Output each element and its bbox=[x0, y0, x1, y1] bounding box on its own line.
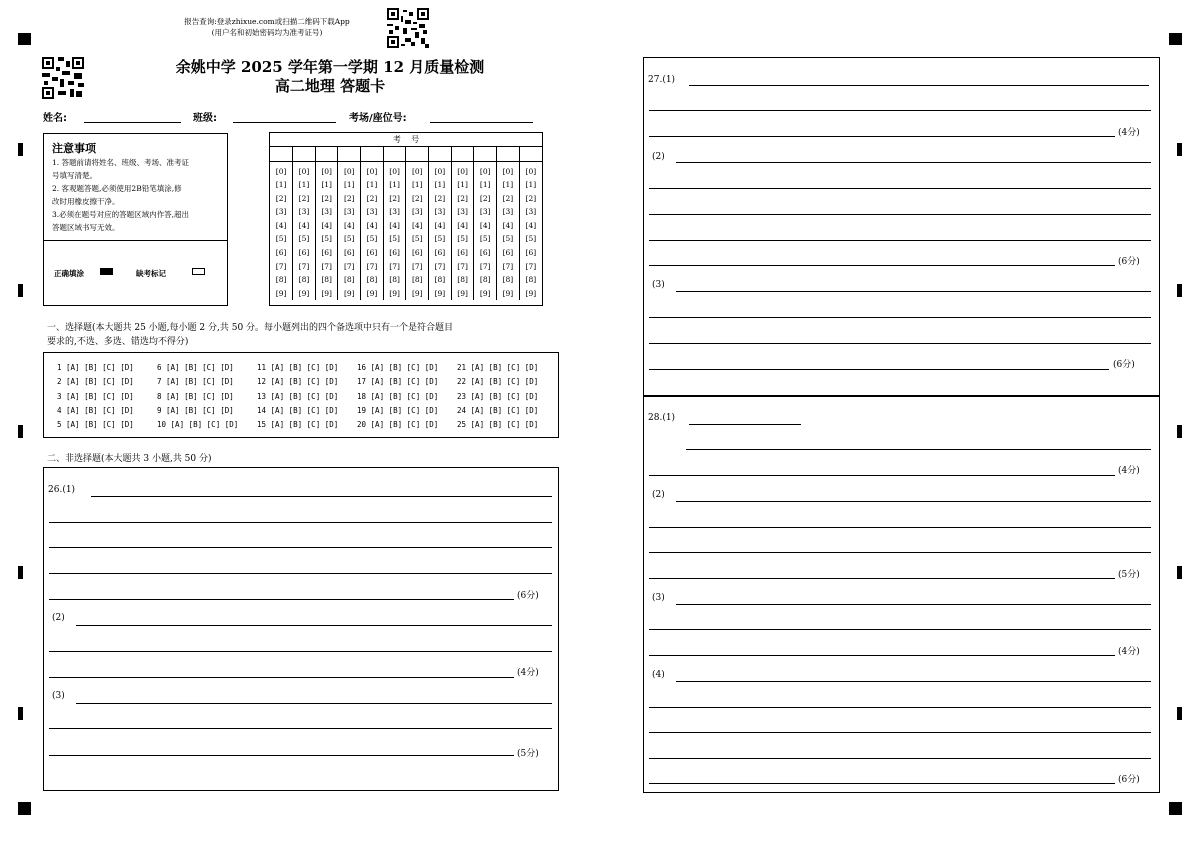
notice-box bbox=[43, 133, 228, 306]
timing-mark bbox=[18, 284, 23, 297]
answer-line[interactable] bbox=[49, 599, 514, 600]
choice-item[interactable]: 1 [A] [B] [C] [D] bbox=[57, 363, 134, 372]
timing-mark bbox=[18, 566, 23, 579]
registration-mark bbox=[1169, 802, 1182, 815]
correct-fill-sample bbox=[100, 268, 113, 275]
class-label: 班级: bbox=[193, 113, 217, 124]
exam-id-column[interactable]: [0] [1] [2] [3] [4] [5] [6] [7] [8] [9] bbox=[451, 161, 474, 300]
choice-item[interactable]: 10 [A] [B] [C] [D] bbox=[157, 420, 239, 430]
qr-code-icon bbox=[42, 57, 84, 99]
choice-item[interactable]: 7 [A] [B] [C] [D] bbox=[157, 377, 234, 387]
exam-id-write-cell[interactable] bbox=[270, 147, 293, 161]
exam-id-column[interactable]: [0] [1] [2] [3] [4] [5] [6] [7] [8] [9] bbox=[429, 161, 452, 300]
q27-part2-score: (6分) bbox=[1118, 257, 1140, 267]
answer-line[interactable] bbox=[676, 681, 1151, 682]
q28-part4-label: (4) bbox=[652, 670, 665, 680]
answer-line[interactable] bbox=[649, 552, 1151, 553]
answer-line[interactable] bbox=[649, 317, 1151, 318]
choice-item[interactable]: 6 [A] [B] [C] [D] bbox=[157, 363, 234, 372]
exam-id-title: 考 号 bbox=[270, 133, 542, 147]
notice-item: 答题区域书写无效。 bbox=[52, 223, 120, 232]
answer-line[interactable] bbox=[689, 424, 801, 425]
exam-id-write-cell[interactable] bbox=[451, 147, 474, 161]
timing-mark bbox=[1177, 707, 1182, 720]
registration-mark bbox=[18, 33, 31, 45]
seat-label: 考场/座位号: bbox=[349, 113, 407, 124]
q26-answer-box bbox=[43, 467, 559, 791]
choice-item[interactable]: 25 [A] [B] [C] [D] bbox=[457, 420, 539, 430]
choice-item[interactable]: 13 [A] [B] [C] [D] bbox=[257, 391, 339, 401]
choice-item[interactable]: 14 [A] [B] [C] [D] bbox=[257, 405, 339, 415]
answer-line[interactable] bbox=[676, 162, 1151, 163]
exam-id-column[interactable]: [0] [1] [2] [3] [4] [5] [6] [7] [8] [9] bbox=[383, 161, 406, 300]
registration-mark bbox=[18, 802, 31, 815]
qr-code-icon bbox=[387, 8, 429, 48]
exam-id-write-cell[interactable] bbox=[361, 147, 384, 161]
seat-input-line[interactable] bbox=[430, 122, 533, 123]
q27-answer-box bbox=[643, 57, 1160, 396]
name-input-line[interactable] bbox=[84, 122, 181, 123]
answer-line[interactable] bbox=[649, 578, 1115, 579]
answer-line[interactable] bbox=[49, 755, 514, 756]
answer-line[interactable] bbox=[76, 703, 552, 704]
answer-line[interactable] bbox=[686, 449, 1151, 450]
answer-line[interactable] bbox=[649, 343, 1151, 344]
exam-id-write-cell[interactable] bbox=[338, 147, 361, 161]
choice-item[interactable]: 3 [A] [B] [C] [D] bbox=[57, 391, 134, 401]
answer-line[interactable] bbox=[649, 265, 1115, 266]
answer-line[interactable] bbox=[649, 110, 1151, 111]
q28-part1-score: (4分) bbox=[1118, 466, 1140, 476]
q28-part2-score: (5分) bbox=[1118, 570, 1140, 580]
answer-line[interactable] bbox=[676, 291, 1151, 292]
notice-divider bbox=[44, 240, 227, 241]
choice-item[interactable]: 4 [A] [B] [C] [D] bbox=[57, 405, 134, 415]
q27-part3-label: (3) bbox=[652, 280, 665, 290]
q26-part1-label: 26.(1) bbox=[48, 485, 76, 495]
notice-item: 号填写清楚。 bbox=[52, 171, 97, 180]
answer-line[interactable] bbox=[649, 214, 1151, 215]
answer-line[interactable] bbox=[76, 625, 552, 626]
exam-id-column[interactable]: [0] [1] [2] [3] [4] [5] [6] [7] [8] [9] bbox=[361, 161, 384, 300]
section2-heading: 二、非选择题(本大题共 3 小题,共 50 分) bbox=[47, 454, 212, 464]
report-line2: (用户名和初始密码均为准考证号) bbox=[211, 28, 323, 37]
answer-line[interactable] bbox=[676, 604, 1151, 605]
notice-item: 3.必须在题号对应的答题区域内作答,超出 bbox=[52, 210, 190, 219]
exam-id-write-cell[interactable] bbox=[293, 147, 316, 161]
timing-mark bbox=[1177, 425, 1182, 438]
section1-heading-line2: 要求的,不选、多选、错选均不得分) bbox=[47, 337, 189, 347]
section1-heading bbox=[47, 321, 562, 349]
choice-answer-box bbox=[43, 352, 559, 438]
choice-item[interactable]: 17 [A] [B] [C] [D] bbox=[357, 377, 439, 387]
exam-id-column[interactable]: [0] [1] [2] [3] [4] [5] [6] [7] [8] [9] bbox=[315, 161, 338, 300]
answer-line[interactable] bbox=[649, 758, 1151, 759]
answer-line[interactable] bbox=[49, 651, 552, 652]
exam-id-column[interactable]: [0] [1] [2] [3] [4] [5] [6] [7] [8] [9] bbox=[338, 161, 361, 300]
choice-item[interactable]: 5 [A] [B] [C] [D] bbox=[57, 420, 134, 430]
timing-mark bbox=[18, 143, 23, 156]
choice-item[interactable]: 23 [A] [B] [C] [D] bbox=[457, 391, 539, 401]
exam-id-write-cell[interactable] bbox=[497, 147, 520, 161]
exam-id-column[interactable]: [0] [1] [2] [3] [4] [5] [6] [7] [8] [9] bbox=[474, 161, 497, 300]
q26-part3-label: (3) bbox=[52, 691, 65, 701]
answer-line[interactable] bbox=[689, 85, 1149, 86]
exam-id-column[interactable]: [0] [1] [2] [3] [4] [5] [6] [7] [8] [9] bbox=[406, 161, 429, 300]
exam-id-write-cell[interactable] bbox=[315, 147, 338, 161]
answer-line[interactable] bbox=[649, 369, 1109, 370]
report-line1: 报告查询:登录zhixue.com或扫描二维码下载App bbox=[184, 17, 350, 26]
absent-mark-box[interactable] bbox=[192, 268, 205, 275]
absent-mark-label: 缺考标记 bbox=[136, 269, 166, 278]
exam-id-write-cell[interactable] bbox=[406, 147, 429, 161]
q28-part3-score: (4分) bbox=[1118, 647, 1140, 657]
choice-item[interactable]: 18 [A] [B] [C] [D] bbox=[357, 391, 439, 401]
choice-item[interactable]: 12 [A] [B] [C] [D] bbox=[257, 377, 339, 387]
registration-mark bbox=[1169, 33, 1182, 45]
choice-item[interactable]: 8 [A] [B] [C] [D] bbox=[157, 391, 234, 401]
choice-item[interactable]: 20 [A] [B] [C] [D] bbox=[357, 420, 439, 430]
exam-id-column[interactable]: [0] [1] [2] [3] [4] [5] [6] [7] [8] [9] bbox=[519, 161, 542, 300]
timing-mark bbox=[18, 707, 23, 720]
answer-line[interactable] bbox=[649, 707, 1151, 708]
notice-item: 1. 答题前请将姓名、班级、考场、准考证 bbox=[52, 158, 190, 167]
exam-id-table bbox=[270, 147, 542, 300]
exam-id-write-cell[interactable] bbox=[383, 147, 406, 161]
choice-item[interactable]: 22 [A] [B] [C] [D] bbox=[457, 377, 539, 387]
q26-part2-label: (2) bbox=[52, 613, 65, 623]
notice-title: 注意事项 bbox=[52, 142, 96, 155]
q27-part1-score: (4分) bbox=[1118, 128, 1140, 138]
q26-part3-score: (5分) bbox=[517, 749, 539, 759]
answer-line[interactable] bbox=[649, 475, 1115, 476]
q26-part1-score: (6分) bbox=[517, 591, 539, 601]
q28-part3-label: (3) bbox=[652, 593, 665, 603]
q28-part1-label: 28.(1) bbox=[648, 413, 676, 423]
choice-item[interactable]: 11 [A] [B] [C] [D] bbox=[257, 363, 339, 372]
title-line2: 高二地理 答题卡 bbox=[274, 77, 386, 95]
exam-id-write-cell[interactable] bbox=[474, 147, 497, 161]
q27-part1-label: 27.(1) bbox=[648, 75, 676, 85]
answer-line[interactable] bbox=[49, 677, 514, 678]
timing-mark bbox=[18, 425, 23, 438]
answer-line[interactable] bbox=[649, 527, 1151, 528]
choice-item[interactable]: 21 [A] [B] [C] [D] bbox=[457, 363, 539, 372]
exam-id-column[interactable]: [0] [1] [2] [3] [4] [5] [6] [7] [8] [9] bbox=[293, 161, 316, 300]
answer-line[interactable] bbox=[649, 188, 1151, 189]
exam-id-column[interactable]: [0] [1] [2] [3] [4] [5] [6] [7] [8] [9] bbox=[497, 161, 520, 300]
q28-answer-box bbox=[643, 396, 1160, 793]
page-title bbox=[140, 58, 520, 96]
choice-item[interactable]: 9 [A] [B] [C] [D] bbox=[157, 405, 234, 415]
q26-part2-score: (4分) bbox=[517, 668, 539, 678]
answer-line[interactable] bbox=[676, 501, 1151, 502]
timing-mark bbox=[1177, 566, 1182, 579]
correct-fill-label: 正确填涂 bbox=[54, 269, 84, 278]
notice-item: 改时用橡皮擦干净。 bbox=[52, 197, 120, 206]
section1-heading-line1: 一、选择题(本大题共 25 小题,每小题 2 分,共 50 分。每小题列出的四个备选项中只有一个是符合题目 bbox=[47, 323, 454, 333]
answer-line[interactable] bbox=[649, 629, 1151, 630]
choice-item[interactable]: 16 [A] [B] [C] [D] bbox=[357, 363, 439, 372]
answer-line[interactable] bbox=[49, 522, 552, 523]
answer-line[interactable] bbox=[49, 547, 552, 548]
title-line1: 余姚中学 2025 学年第一学期 12 月质量检测 bbox=[175, 58, 485, 76]
class-input-line[interactable] bbox=[233, 122, 336, 123]
answer-line[interactable] bbox=[649, 783, 1115, 784]
answer-line[interactable] bbox=[649, 240, 1151, 241]
q28-part4-score: (6分) bbox=[1118, 775, 1140, 785]
exam-id-write-cell[interactable] bbox=[429, 147, 452, 161]
answer-line[interactable] bbox=[49, 573, 552, 574]
choice-item[interactable]: 19 [A] [B] [C] [D] bbox=[357, 405, 439, 415]
answer-line[interactable] bbox=[91, 496, 552, 497]
report-query-text bbox=[172, 16, 362, 38]
answer-line[interactable] bbox=[49, 728, 552, 729]
timing-mark bbox=[1177, 284, 1182, 297]
name-label: 姓名: bbox=[43, 113, 67, 124]
exam-id-column[interactable]: [0] [1] [2] [3] [4] [5] [6] [7] [8] [9] bbox=[275, 166, 287, 298]
choice-item[interactable]: 2 [A] [B] [C] [D] bbox=[57, 377, 134, 387]
q27-part3-score: (6分) bbox=[1113, 360, 1135, 370]
answer-line[interactable] bbox=[649, 136, 1115, 137]
exam-id-write-cell[interactable] bbox=[519, 147, 542, 161]
q28-part2-label: (2) bbox=[652, 490, 665, 500]
answer-line[interactable] bbox=[649, 655, 1115, 656]
exam-id-grid bbox=[269, 132, 543, 306]
answer-line[interactable] bbox=[649, 732, 1151, 733]
q27-part2-label: (2) bbox=[652, 152, 665, 162]
notice-item: 2. 客观题答题,必须使用2B铅笔填涂,修 bbox=[52, 184, 182, 193]
choice-item[interactable]: 24 [A] [B] [C] [D] bbox=[457, 405, 539, 415]
choice-item[interactable]: 15 [A] [B] [C] [D] bbox=[257, 420, 339, 430]
timing-mark bbox=[1177, 143, 1182, 156]
